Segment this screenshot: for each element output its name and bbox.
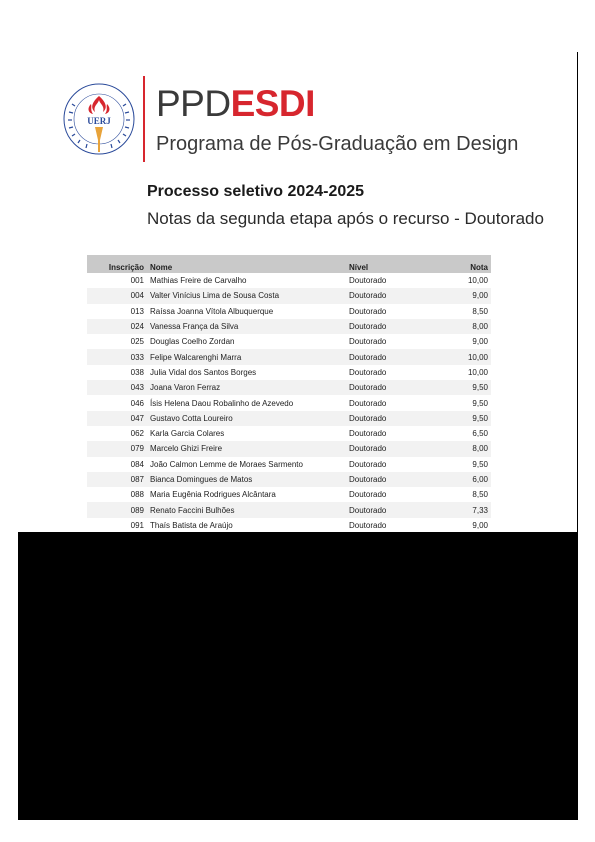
cell-inscricao: 047 (87, 411, 147, 426)
cell-nivel: Doutorado (349, 441, 429, 456)
cell-nome: Karla Garcia Colares (150, 429, 225, 439)
table-row (87, 395, 491, 410)
cell-nome: Raíssa Joanna Vítola Albuquerque (150, 306, 274, 316)
program-name: Programa de Pós-Graduação em Design (156, 133, 519, 155)
cell-nome: Joana Varon Ferraz (147, 380, 349, 395)
cell-inscricao: 046 (130, 398, 144, 408)
cell-nivel: Doutorado (349, 337, 387, 347)
uerj-seal-logo (62, 82, 136, 156)
cell-nota: 8,50 (472, 306, 488, 316)
cell-nota: 10,00 (467, 367, 488, 377)
cell-nota: 9,50 (472, 459, 488, 469)
cell-inscricao: 043 (87, 380, 147, 395)
cell-inscricao: 087 (87, 472, 147, 487)
brand-logotype (156, 84, 315, 124)
cell-nivel: Doutorado (349, 288, 429, 303)
table-row (87, 334, 491, 349)
cell-inscricao: 033 (87, 349, 147, 364)
table-row (87, 472, 491, 487)
cell-nivel: Doutorado (349, 459, 387, 469)
cell-nome: Felipe Walcarenghi Marra (147, 349, 349, 364)
cell-inscricao: 038 (130, 367, 144, 377)
cell-nivel: Doutorado (349, 367, 387, 377)
table-row (87, 273, 491, 288)
table-row (87, 518, 491, 533)
cell-nivel: Doutorado (349, 472, 429, 487)
cell-inscricao: 013 (130, 306, 144, 316)
cell-inscricao: 004 (87, 288, 147, 303)
cell-nome: Maria Eugênia Rodrigues Alcântara (150, 490, 276, 500)
table-row (87, 487, 491, 502)
cell-inscricao: 089 (87, 502, 147, 517)
results-table (87, 255, 491, 533)
page-title: Processo seletivo 2024-2025 (147, 183, 365, 200)
header-nome: Nome (147, 255, 349, 273)
cell-nivel: Doutorado (349, 306, 387, 316)
cell-nome: Douglas Coelho Zordan (150, 337, 235, 347)
page-edge-rule (577, 52, 578, 532)
cell-nota: 9,00 (429, 288, 491, 303)
table-row (87, 426, 491, 441)
cell-nivel: Doutorado (349, 319, 429, 334)
table-row (87, 304, 491, 319)
header-inscricao: Inscrição (87, 255, 147, 273)
header-nivel: Nível (349, 255, 429, 273)
cell-inscricao: 088 (130, 490, 144, 500)
cell-inscricao: 024 (87, 319, 147, 334)
page-subtitle: Notas da segunda etapa após o recurso - Doutorado (147, 209, 544, 228)
cell-nota: 9,50 (429, 411, 491, 426)
table-row (87, 457, 491, 472)
redacted-black-area (18, 532, 578, 820)
cell-nota: 10,00 (467, 276, 488, 286)
cell-nome: Vanessa França da Silva (147, 319, 349, 334)
cell-nota: 6,00 (429, 472, 491, 487)
table-header-row (87, 255, 491, 273)
cell-nome: Bianca Domingues de Matos (147, 472, 349, 487)
header-divider (143, 76, 145, 162)
cell-nota: 9,50 (472, 398, 488, 408)
cell-nivel: Doutorado (349, 502, 429, 517)
cell-nome: João Calmon Lemme de Moraes Sarmento (150, 459, 303, 469)
cell-nivel: Doutorado (349, 380, 429, 395)
cell-inscricao: 062 (130, 429, 144, 439)
cell-nome: Mathias Freire de Carvalho (150, 276, 247, 286)
cell-nome: Ísis Helena Daou Robalinho de Azevedo (150, 398, 294, 408)
table-row (87, 349, 491, 364)
cell-inscricao: 001 (130, 276, 144, 286)
cell-inscricao: 079 (87, 441, 147, 456)
cell-nota: 10,00 (429, 349, 491, 364)
cell-nota: 8,00 (429, 319, 491, 334)
brand-esdi: ESDI (230, 83, 315, 124)
header-nota: Nota (429, 255, 491, 273)
cell-nivel: Doutorado (349, 398, 387, 408)
cell-nome: Renato Faccini Bulhões (147, 502, 349, 517)
cell-nota: 6,50 (472, 429, 488, 439)
brand-ppd: PPD (156, 83, 231, 124)
cell-nome: Valter Vinícius Lima de Sousa Costa (147, 288, 349, 303)
cell-nome: Julia Vidal dos Santos Borges (150, 367, 257, 377)
cell-nivel: Doutorado (349, 349, 429, 364)
table-row (87, 319, 491, 334)
cell-nivel: Doutorado (349, 490, 387, 500)
table-row (87, 288, 491, 303)
cell-nivel: Doutorado (349, 411, 429, 426)
table-row (87, 441, 491, 456)
cell-nivel: Doutorado (349, 429, 387, 439)
cell-nome: Marcelo Ghizi Freire (147, 441, 349, 456)
cell-nota: 9,00 (472, 337, 488, 347)
table-row (87, 502, 491, 517)
cell-nota: 8,50 (472, 490, 488, 500)
cell-nota: 9,50 (429, 380, 491, 395)
table-row (87, 365, 491, 380)
cell-nome: Gustavo Cotta Loureiro (147, 411, 349, 426)
cell-nivel: Doutorado (349, 520, 387, 530)
cell-nota: 7,33 (429, 502, 491, 517)
cell-inscricao: 025 (130, 337, 144, 347)
svg-text:UERJ: UERJ (87, 116, 111, 126)
cell-inscricao: 091 (130, 520, 144, 530)
table-body (87, 273, 491, 533)
cell-nivel: Doutorado (349, 276, 387, 286)
cell-inscricao: 084 (130, 459, 144, 469)
cell-nota: 9,00 (472, 520, 488, 530)
table-row (87, 380, 491, 395)
cell-nota: 8,00 (429, 441, 491, 456)
cell-nome: Thaís Batista de Araújo (150, 520, 233, 530)
table-row (87, 411, 491, 426)
